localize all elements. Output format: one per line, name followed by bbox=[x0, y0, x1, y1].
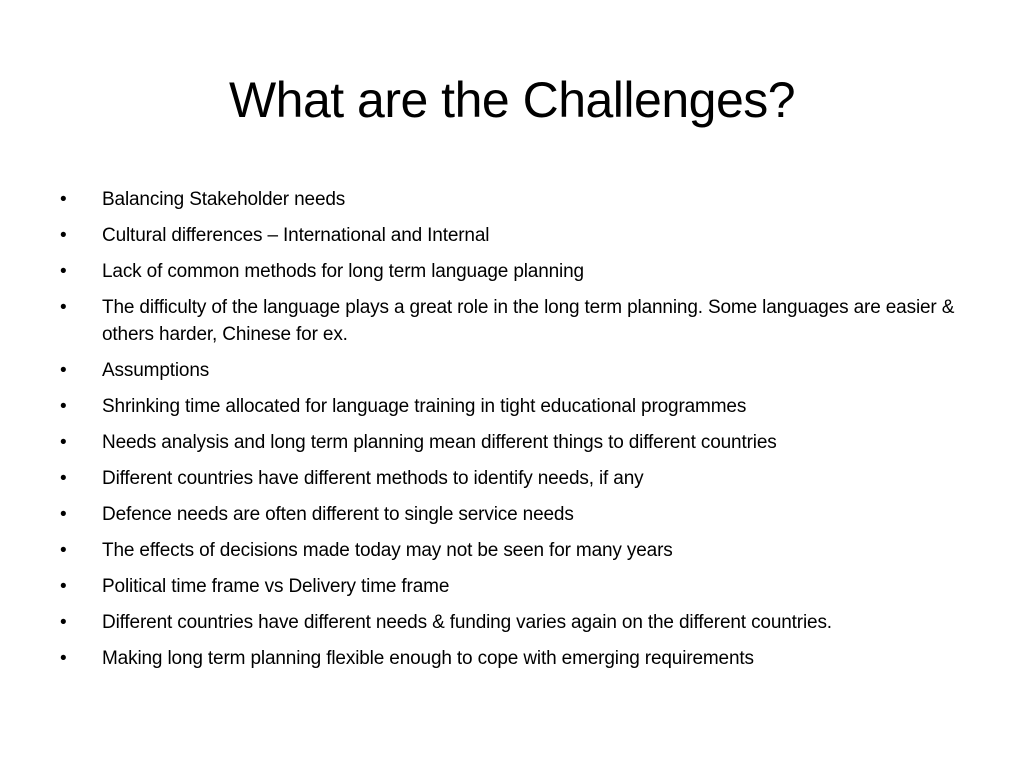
bullet-item bbox=[58, 429, 978, 456]
bullet-icon: • bbox=[60, 360, 67, 381]
bullet-text: Defence needs are often different to single service needs bbox=[102, 504, 574, 525]
bullet-text: Shrinking time allocated for language training in tight educational programmes bbox=[102, 396, 747, 417]
bullet-text: Needs analysis and long term planning mean different things to different countries bbox=[102, 432, 777, 453]
bullet-text: Political time frame vs Delivery time frame bbox=[102, 576, 450, 597]
bullet-icon: • bbox=[60, 504, 67, 525]
bullet-item bbox=[58, 645, 978, 672]
bullet-text: The effects of decisions made today may not be seen for many years bbox=[102, 540, 673, 561]
bullet-icon: • bbox=[60, 225, 67, 246]
bullet-text: Different countries have different needs & funding varies again on the different countries. bbox=[102, 612, 832, 633]
slide-title: What are the Challenges? bbox=[228, 72, 796, 128]
bullet-list bbox=[58, 186, 978, 681]
bullet-item bbox=[58, 573, 978, 600]
bullet-item bbox=[58, 222, 978, 249]
bullet-text: Lack of common methods for long term language planning bbox=[102, 261, 584, 282]
bullet-item bbox=[58, 609, 978, 636]
bullet-icon: • bbox=[60, 432, 67, 453]
bullet-text: Making long term planning flexible enough to cope with emerging requirements bbox=[102, 648, 754, 669]
bullet-item bbox=[58, 465, 978, 492]
bullet-icon: • bbox=[60, 576, 67, 597]
bullet-icon: • bbox=[60, 189, 67, 210]
bullet-item bbox=[58, 501, 978, 528]
bullet-item bbox=[58, 393, 978, 420]
bullet-text: Cultural differences – International and Internal bbox=[102, 225, 490, 246]
bullet-icon: • bbox=[60, 648, 67, 669]
bullet-text: Assumptions bbox=[102, 360, 210, 381]
bullet-item bbox=[58, 258, 978, 285]
bullet-icon: • bbox=[60, 612, 67, 633]
bullet-icon: • bbox=[60, 261, 67, 282]
bullet-icon: • bbox=[60, 540, 67, 561]
bullet-text: Balancing Stakeholder needs bbox=[102, 189, 346, 210]
bullet-item bbox=[58, 357, 978, 384]
bullet-text: The difficulty of the language plays a great role in the long term planning. Some languages are easier & others harder, Chinese for ex. bbox=[102, 297, 955, 345]
bullet-item bbox=[58, 186, 978, 213]
bullet-icon: • bbox=[60, 297, 67, 318]
bullet-item bbox=[58, 537, 978, 564]
bullet-text: Different countries have different methods to identify needs, if any bbox=[102, 468, 644, 489]
bullet-icon: • bbox=[60, 396, 67, 417]
bullet-icon: • bbox=[60, 468, 67, 489]
bullet-item bbox=[58, 294, 978, 348]
